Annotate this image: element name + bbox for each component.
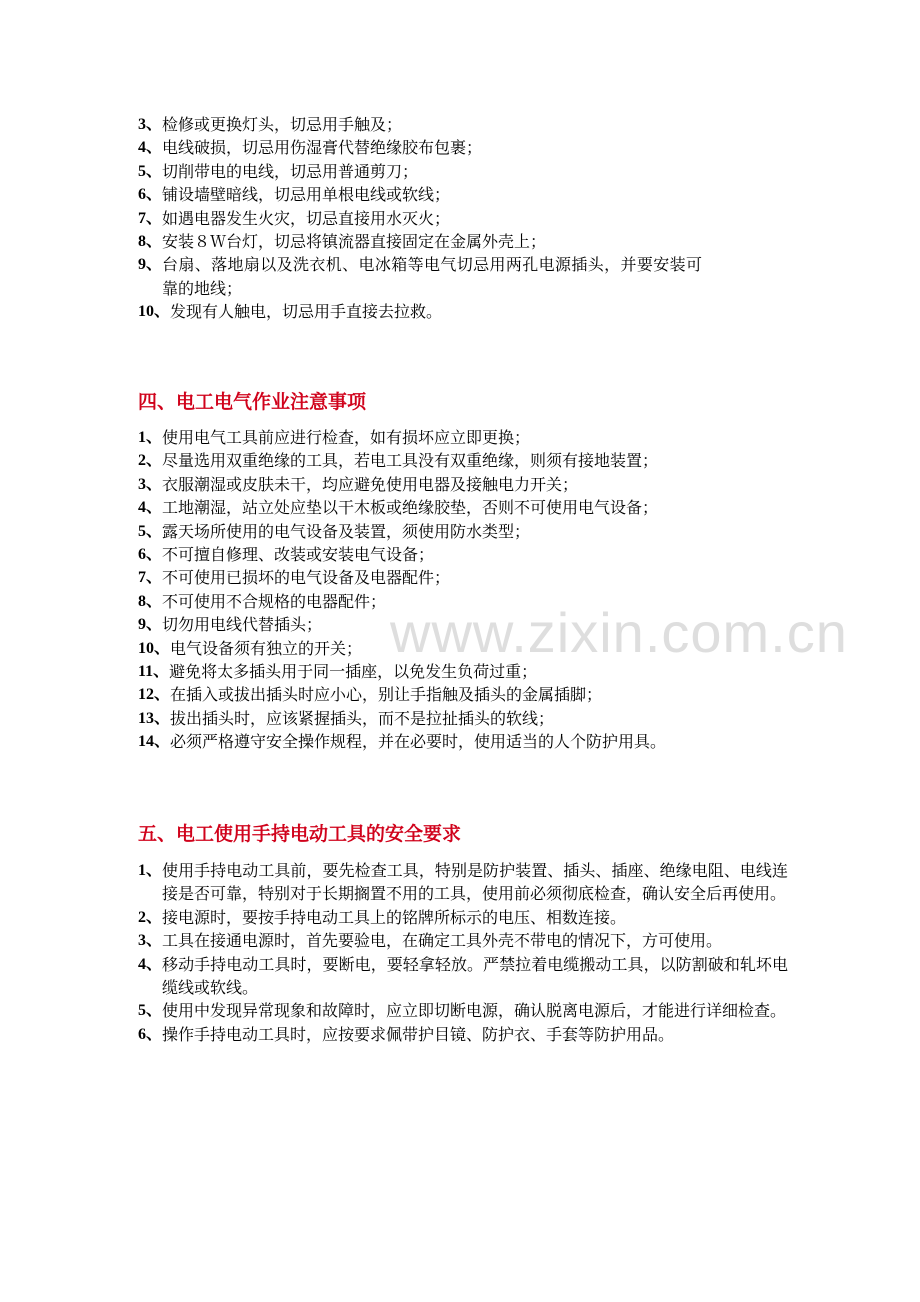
item-text: 如遇电器发生火灾，切忌直接用水灭火； (162, 208, 451, 228)
item-number: 3、 (138, 932, 163, 950)
list-item (138, 300, 788, 323)
list-item (138, 207, 788, 230)
item-text: 台扇、落地扇以及洗衣机、电冰箱等电气切忌用两孔电源插头，并要安装可靠的地线； (162, 255, 703, 298)
list-item (138, 496, 788, 519)
list-item (138, 426, 788, 449)
item-text: 移动手持电动工具时，要断电，要轻拿轻放。严禁拉着电缆搬动工具，以防割破和轧坏电缆线或软线。 (162, 954, 788, 998)
item-number: 8、 (138, 233, 163, 251)
item-text: 不可擅自修理、改装或安装电气设备； (162, 545, 435, 565)
list-item (138, 683, 788, 706)
item-text: 工具在接通电源时，首先要验电，在确定工具外壳不带电的情况下，方可使用。 (162, 931, 723, 951)
item-number: 4、 (138, 955, 163, 973)
item-text: 铺设墙壁暗线，切忌用单根电线或软线； (162, 185, 451, 205)
item-number: 13、 (138, 709, 171, 727)
item-number: 9、 (138, 256, 163, 274)
item-number: 11、 (138, 663, 170, 681)
item-number: 12、 (138, 686, 171, 704)
list-item (138, 473, 788, 496)
item-text: 在插入或拔出插头时应小心，别让手指触及插头的金属插脚； (170, 685, 603, 705)
item-text: 使用中发现异常现象和故障时，应立即切断电源，确认脱离电源后，才能进行详细检查。 (162, 1001, 787, 1021)
item-text: 拔出插头时，应该紧握插头，而不是拉扯插头的软线； (170, 708, 555, 728)
item-number: 1、 (138, 862, 163, 879)
item-text: 必须严格遵守安全操作规程，并在必要时，使用适当的人个防护用具。 (170, 732, 667, 752)
list-item (138, 520, 788, 543)
item-text: 安装８Ｗ台灯，切忌将镇流器直接固定在金属外壳上； (162, 232, 547, 252)
item-text: 不可使用已损坏的电气设备及电器配件； (162, 568, 451, 588)
list-item (138, 449, 788, 472)
item-text: 电气设备须有独立的开关； (170, 638, 363, 658)
item-text: 露天场所使用的电气设备及装置，须使用防水类型； (162, 521, 531, 541)
list-item (138, 906, 788, 929)
item-text: 避免将太多插头用于同一插座，以免发生负荷过重； (169, 662, 538, 682)
list-item (138, 113, 788, 136)
item-text: 电线破损，切忌用伤湿膏代替绝缘胶布包裹； (162, 138, 483, 158)
item-number: 5、 (138, 1002, 163, 1020)
item-number: 4、 (138, 139, 163, 157)
item-text: 尽量选用双重绝缘的工具，若电工具没有双重绝缘，则须有接地装置； (162, 451, 659, 471)
item-number: 10、 (138, 303, 171, 321)
section-5-heading: 五、电工使用手持电动工具的安全要求 (138, 823, 462, 845)
item-text: 接电源时，要按手持电动工具上的铭牌所标示的电压、相数连接。 (162, 907, 627, 927)
item-text: 使用手持电动工具前，要先检查工具，特别是防护装置、插头、插座、绝缘电阻、电线连接是否可靠，特别对于长期搁置不用的工具，使用前必须彻底检查，确认安全后再使用。 (162, 861, 788, 904)
item-text: 操作手持电动工具时，应按要求佩带护目镜、防护衣、手套等防护用品。 (162, 1024, 675, 1044)
item-text: 切削带电的电线，切忌用普通剪刀； (162, 161, 419, 181)
list-item (138, 707, 788, 730)
item-text: 发现有人触电，切忌用手直接去拉救。 (170, 302, 443, 322)
item-number: 6、 (138, 1025, 163, 1043)
item-text: 检修或更换灯头，切忌用手触及； (162, 115, 403, 134)
item-text: 工地潮湿，站立处应垫以干木板或绝缘胶垫，否则不可使用电气设备； (162, 498, 659, 518)
list-section-4 (138, 426, 788, 754)
list-item (138, 230, 788, 253)
watermark-text: www.zixin.com.cn (390, 601, 848, 664)
item-number: 5、 (138, 522, 163, 540)
section-4-heading: 四、电工电气作业注意事项 (138, 391, 367, 413)
item-number: 6、 (138, 186, 163, 204)
item-text: 衣服潮湿或皮肤未干，均应避免使用电器及接触电力开关； (162, 474, 579, 494)
item-number: 3、 (138, 475, 163, 493)
item-number: 2、 (138, 908, 163, 926)
list-item (138, 929, 788, 952)
item-text: 使用电气工具前应进行检查，如有损坏应立即更换； (162, 428, 531, 447)
item-number: 4、 (138, 499, 163, 517)
list-item (138, 953, 788, 1000)
item-number: 3、 (138, 116, 163, 133)
item-number: 10、 (138, 639, 171, 657)
list-item (138, 136, 788, 159)
item-number: 7、 (138, 569, 163, 587)
list-item (138, 1023, 788, 1046)
list-section-5 (138, 859, 788, 1046)
list-item (138, 859, 788, 906)
list-item (138, 253, 788, 300)
list-item (138, 183, 788, 206)
list-item (138, 613, 788, 636)
list-item (138, 566, 788, 589)
item-number: 14、 (138, 733, 171, 751)
item-number: 9、 (138, 616, 163, 634)
item-text: 不可使用不合规格的电器配件； (162, 591, 387, 611)
list-item (138, 730, 788, 753)
item-text: 切勿用电线代替插头； (162, 615, 323, 635)
item-number: 2、 (138, 452, 163, 470)
list-item (138, 590, 788, 613)
item-number: 6、 (138, 546, 163, 564)
item-number: 8、 (138, 592, 163, 610)
list-item (138, 160, 788, 183)
list-item (138, 637, 788, 660)
item-number: 1、 (138, 429, 163, 446)
list-dont-items (138, 113, 788, 324)
list-item (138, 999, 788, 1022)
item-number: 7、 (138, 209, 163, 227)
list-item (138, 543, 788, 566)
list-item (138, 660, 788, 683)
item-number: 5、 (138, 162, 163, 180)
